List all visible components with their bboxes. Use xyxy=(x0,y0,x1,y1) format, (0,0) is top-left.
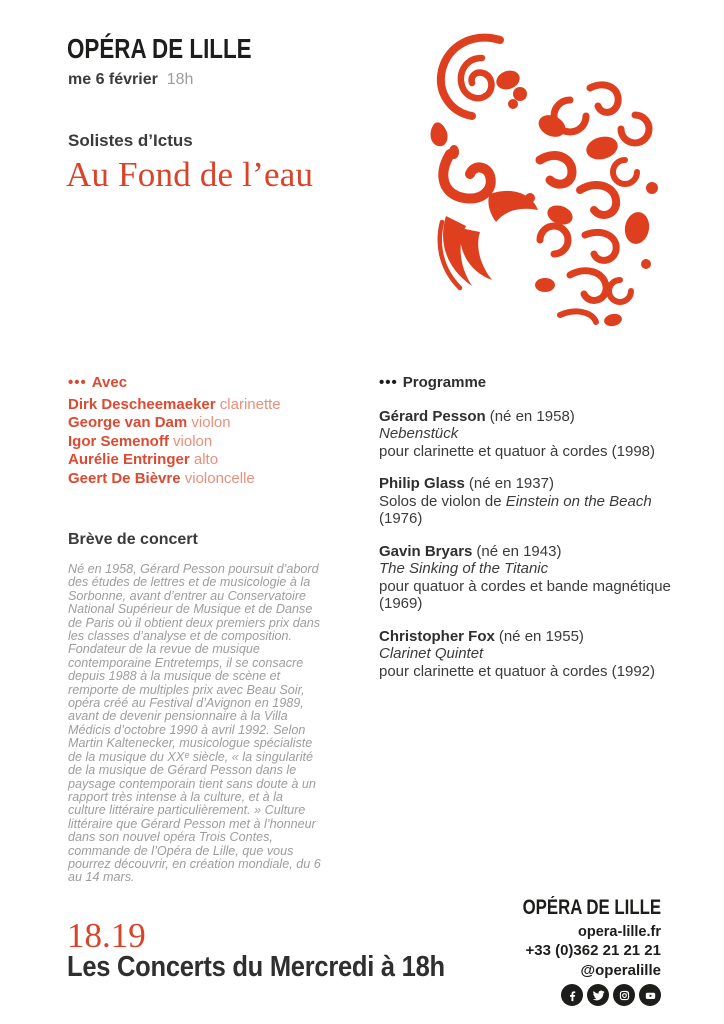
performer-instrument: alto xyxy=(193,451,219,469)
programme-work xyxy=(379,628,671,681)
performer-row xyxy=(68,414,281,433)
composer-name: Christopher Fox xyxy=(379,627,495,645)
work-description: Solos de violon de Einstein on the Beach (1976) xyxy=(379,492,652,527)
instagram-icon xyxy=(613,984,635,1006)
performer-row xyxy=(68,433,281,452)
bullet-dots-icon: ••• xyxy=(379,374,398,391)
performer-instrument: clarinette xyxy=(219,395,281,413)
composer-born: (né en 1958) xyxy=(489,407,575,425)
event-date xyxy=(68,71,193,89)
youtube-icon xyxy=(639,984,661,1006)
contact-block xyxy=(488,896,661,1006)
concert-note-heading: Brève de concert xyxy=(68,531,198,548)
concert-note-section xyxy=(68,531,324,885)
twitter-icon xyxy=(587,984,609,1006)
event-time: 18h xyxy=(166,71,194,88)
programme-heading: ••• Programme xyxy=(379,374,487,391)
red-ink-water-illustration xyxy=(420,28,666,330)
composer-name: Gérard Pesson xyxy=(379,407,486,425)
composer-born: (né en 1943) xyxy=(476,542,562,560)
avec-heading: ••• Avec xyxy=(68,374,128,391)
composer-line xyxy=(379,628,671,646)
work-description: pour clarinette et quatuor à cordes (1992) xyxy=(379,662,655,680)
performer-name: Geert De Bièvre xyxy=(68,469,181,487)
performer-instrument: violon xyxy=(173,432,213,450)
performer-row xyxy=(68,470,281,489)
composer-name: Philip Glass xyxy=(379,475,465,492)
composer-born: (né en 1955) xyxy=(498,627,584,645)
season-label: 18.19 xyxy=(67,916,146,955)
ensemble-name: Solistes d’Ictus xyxy=(68,131,193,150)
work-title: Clarinet Quintet xyxy=(379,645,484,662)
composer-line xyxy=(379,543,671,561)
social-icons-row xyxy=(488,984,661,1006)
programme-work xyxy=(379,543,671,613)
work-description: pour quatuor à cordes et bande magnétique (1969) xyxy=(379,577,671,612)
social-handle: @operalille xyxy=(580,962,661,979)
concert-series-title: Les Concerts du Mercredi à 18h xyxy=(67,951,445,983)
programme-section xyxy=(379,374,671,680)
phone-number: +33 (0)362 21 21 21 xyxy=(525,942,661,959)
composer-name: Gavin Bryars xyxy=(379,542,473,560)
performer-name: George van Dam xyxy=(68,414,188,432)
footer-brand-logo: OPÉRA DE LILLE xyxy=(522,896,661,919)
website-url: opera-lille.fr xyxy=(578,924,661,940)
concert-title: Au Fond de l’eau xyxy=(66,155,314,194)
event-date-day: me 6 février xyxy=(68,71,158,88)
performer-name: Igor Semenoff xyxy=(68,432,169,450)
work-title: The Sinking of the Titanic xyxy=(379,560,549,577)
performers-section xyxy=(68,374,281,489)
work-description: pour clarinette et quatuor à cordes (1998) xyxy=(379,442,655,460)
performer-instrument: violon xyxy=(191,414,231,432)
composer-line xyxy=(379,475,671,493)
programme-work xyxy=(379,475,671,528)
work-title: Nebenstück xyxy=(379,425,459,442)
programme-work xyxy=(379,408,671,461)
performer-name: Aurélie Entringer xyxy=(68,451,190,469)
performer-row xyxy=(68,451,281,470)
performer-row xyxy=(68,396,281,415)
performer-instrument: violoncelle xyxy=(184,469,255,487)
composer-line xyxy=(379,408,671,426)
concert-note-text: Né en 1958, Gérard Pesson poursuit d’abord des études de lettres et de musicologie à la Sorbonne, avant d’entrer au Conservatoire National Supérieur de Musique et de Danse de Paris où il obtient deux premiers prix dans les classes d’analyse et de composition. Fondateur de la revue de musique contemporaine Entretemps, il se consacre depuis 1988 à la musique de scène et remporte de multiples prix avec Beau Soir, opéra créé au Festival d’Avignon en 1989, avant de devenir pensionnaire à la Villa Médicis d’octobre 1990 à avril 1992. Selon Martin Kaltenecker, musicologue spécialiste de la musique du XXᵉ siècle, « la singularité de la musique de Gérard Pesson dans le paysage contemporain tient sans doute à un rapport très intense à la culture, et à la culture littéraire particulièrement. » Culture littéraire que Gérard Pesson met à l’honneur dans son nouvel opéra Trois Contes, commande de l’Opéra de Lille, que vous pourrez découvrir, en création mondiale, du 6 au 14 mars. xyxy=(68,562,321,885)
bullet-dots-icon: ••• xyxy=(68,374,87,391)
composer-born: (né en 1937) xyxy=(468,475,554,492)
facebook-icon xyxy=(561,984,583,1006)
performer-name: Dirk Descheemaeker xyxy=(68,395,216,413)
brand-logo: OPÉRA DE LILLE xyxy=(67,33,252,64)
